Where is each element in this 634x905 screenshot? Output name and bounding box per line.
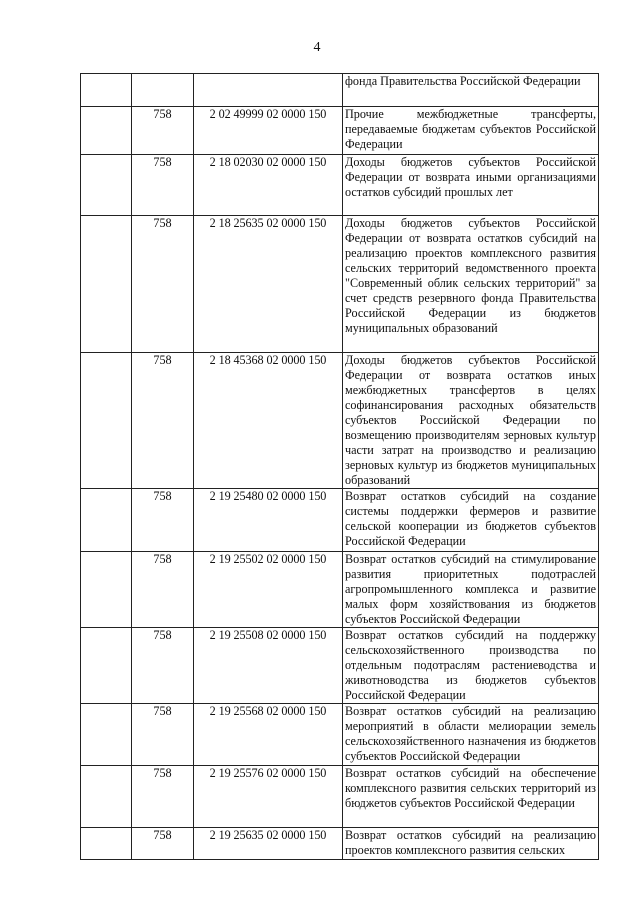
budget-code-cell: 2 19 25508 02 0000 150 — [194, 628, 343, 704]
table-row — [81, 74, 599, 107]
admin-code-cell — [132, 74, 194, 107]
revenue-name-cell: Возврат остатков субсидий на обеспечение комплексного развития сельских территорий из бюджетов субъектов Российской Федерации — [343, 766, 599, 828]
table-row — [81, 766, 599, 828]
revenue-name-cell: Доходы бюджетов субъектов Российской Федерации от возврата остатков иных межбюджетных трансфертов в целях софинансирования расходных обязательств субъектов Российской Федерации по возмещению производителям зерновых культур части затрат на производство и реализацию зерновых культур из бюджетов муниципальных образований — [343, 353, 599, 489]
empty-cell — [81, 628, 132, 704]
revenue-name-cell: Доходы бюджетов субъектов Российской Федерации от возврата иными организациями остатков субсидий прошлых лет — [343, 155, 599, 216]
admin-code-cell: 758 — [132, 216, 194, 353]
revenue-name-cell: Возврат остатков субсидий на поддержку сельскохозяйственного производства по отдельным подотраслям растениеводства и животноводства из бюджетов субъектов Российской Федерации — [343, 628, 599, 704]
revenue-name-cell: Возврат остатков субсидий на реализацию проектов комплексного развития сельских — [343, 828, 599, 860]
table-row — [81, 828, 599, 860]
empty-cell — [81, 828, 132, 860]
budget-code-cell: 2 19 25576 02 0000 150 — [194, 766, 343, 828]
admin-code-cell: 758 — [132, 766, 194, 828]
table-row — [81, 552, 599, 628]
revenue-name-cell: Доходы бюджетов субъектов Российской Федерации от возврата остатков субсидий на реализацию проектов комплексного развития сельских территорий ведомственного проекта "Современный облик сельских территорий" за счет средств резервного фонда Правительства Российской Федерации из бюджетов муниципальных образований — [343, 216, 599, 353]
empty-cell — [81, 155, 132, 216]
admin-code-cell: 758 — [132, 552, 194, 628]
revenue-name-cell: фонда Правительства Российской Федерации — [343, 74, 599, 107]
empty-cell — [81, 353, 132, 489]
revenue-name-cell: Возврат остатков субсидий на создание системы поддержки фермеров и развитие сельской кооперации из бюджетов субъектов Российской Федерации — [343, 489, 599, 552]
table-row — [81, 353, 599, 489]
empty-cell — [81, 704, 132, 766]
budget-code-cell: 2 19 25635 02 0000 150 — [194, 828, 343, 860]
revenue-name-cell: Возврат остатков субсидий на стимулирование развития приоритетных подотраслей агропромышленного комплекса и развитие малых форм хозяйствования из бюджетов субъектов Российской Федерации — [343, 552, 599, 628]
page-number: 4 — [313, 40, 321, 55]
budget-code-cell: 2 19 25502 02 0000 150 — [194, 552, 343, 628]
empty-cell — [81, 216, 132, 353]
admin-code-cell: 758 — [132, 107, 194, 155]
table-row — [81, 628, 599, 704]
budget-code-cell: 2 19 25480 02 0000 150 — [194, 489, 343, 552]
table-row — [81, 489, 599, 552]
table-row — [81, 216, 599, 353]
table-row — [81, 704, 599, 766]
budget-code-cell: 2 18 25635 02 0000 150 — [194, 216, 343, 353]
admin-code-cell: 758 — [132, 704, 194, 766]
table-row — [81, 155, 599, 216]
empty-cell — [81, 489, 132, 552]
budget-code-cell — [194, 74, 343, 107]
budget-code-cell: 2 19 25568 02 0000 150 — [194, 704, 343, 766]
budget-code-cell: 2 18 02030 02 0000 150 — [194, 155, 343, 216]
admin-code-cell: 758 — [132, 628, 194, 704]
table-row — [81, 107, 599, 155]
admin-code-cell: 758 — [132, 155, 194, 216]
empty-cell — [81, 107, 132, 155]
budget-code-cell: 2 18 45368 02 0000 150 — [194, 353, 343, 489]
admin-code-cell: 758 — [132, 828, 194, 860]
revenue-name-cell: Прочие межбюджетные трансферты, передаваемые бюджетам субъектов Российской Федерации — [343, 107, 599, 155]
revenue-codes-table — [80, 73, 599, 860]
budget-code-cell: 2 02 49999 02 0000 150 — [194, 107, 343, 155]
revenue-name-cell: Возврат остатков субсидий на реализацию мероприятий в области мелиорации земель сельскохозяйственного назначения из бюджетов субъектов Российской Федерации — [343, 704, 599, 766]
admin-code-cell: 758 — [132, 489, 194, 552]
empty-cell — [81, 74, 132, 107]
admin-code-cell: 758 — [132, 353, 194, 489]
empty-cell — [81, 552, 132, 628]
empty-cell — [81, 766, 132, 828]
